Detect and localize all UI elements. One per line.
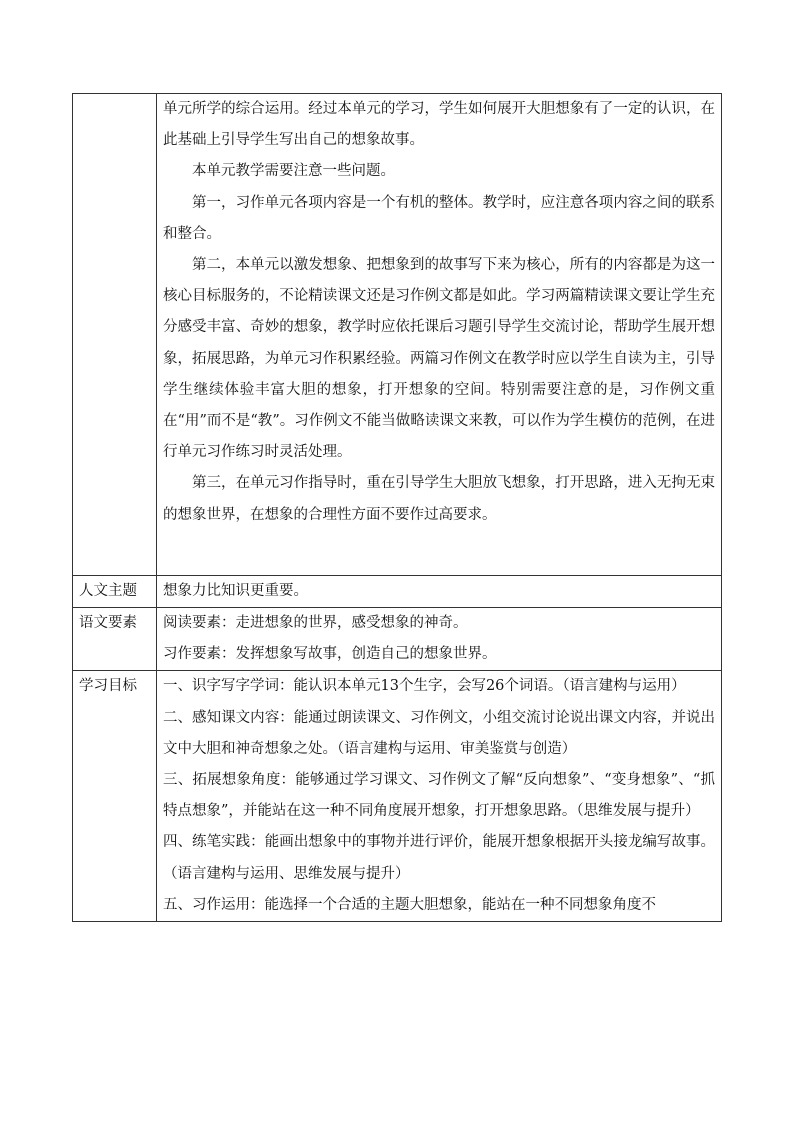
goal-item-2: 二、感知课文内容：能通过朗读课文、习作例文，小组交流讨论说出课文内容，并说出文中大胆和神奇想象之处。（语言建构与运用、审美鉴赏与创造） bbox=[163, 709, 715, 757]
intro-paragraph-1: 单元所学的综合运用。经过本单元的学习，学生如何展开大胆想象有了一定的认识，在此基础上引导学生写出自己的想象故事。 bbox=[163, 101, 715, 149]
table-row-goals bbox=[73, 671, 722, 922]
row-label-elements: 语文要素 bbox=[73, 608, 157, 671]
elements-content bbox=[157, 608, 722, 671]
intro-paragraph-2: 本单元教学需要注意一些问题。 bbox=[192, 163, 395, 180]
goals-content bbox=[157, 671, 722, 922]
theme-text: 想象力比知识更重要。 bbox=[163, 582, 308, 599]
lesson-plan-table bbox=[72, 93, 722, 922]
writing-element: 习作要素：发挥想象写故事，创造自己的想象世界。 bbox=[163, 646, 497, 663]
table-row-intro bbox=[73, 94, 722, 576]
intro-paragraph-4: 第二，本单元以激发想象、把想象到的故事写下来为核心，所有的内容都是为这一核心目标服务的，不论精读课文还是习作例文都是如此。学习两篇精读课文要让学生充分感受丰富、奇妙的想象，教学时应依托课后习题引导学生交流讨论，帮助学生展开想象，拓展思路，为单元习作积累经验。两篇习作例文在教学时应以学生自读为主，引导学生继续体验丰富大胆的想象，打开想象的空间。特别需要注意的是，习作例文重在“用”而不是“教”。习作例文不能当做略读课文来教，可以作为学生模仿的范例，在进行单元习作练习时灵活处理。 bbox=[163, 257, 715, 461]
row-label-goals: 学习目标 bbox=[73, 671, 157, 922]
intro-paragraph-3: 第一，习作单元各项内容是一个有机的整体。教学时，应注意各项内容之间的联系和整合。 bbox=[163, 194, 715, 242]
blank-space bbox=[163, 531, 715, 575]
row-label-theme: 人文主题 bbox=[73, 575, 157, 607]
row-label-empty bbox=[73, 94, 157, 576]
reading-element: 阅读要素：走进想象的世界，感受想象的神奇。 bbox=[163, 615, 468, 632]
intro-paragraph-5: 第三，在单元习作指导时，重在引导学生大胆放飞想象，打开思路，进入无拘无束的想象世界，在想象的合理性方面不要作过高要求。 bbox=[163, 475, 715, 523]
theme-content bbox=[157, 575, 722, 607]
table-row-theme bbox=[73, 575, 722, 607]
table-row-elements bbox=[73, 608, 722, 671]
goal-item-1: 一、识字写字学词：能认识本单元13个生字，会写26个词语。（语言建构与运用） bbox=[163, 678, 686, 695]
intro-content bbox=[157, 94, 722, 576]
goal-item-4: 四、练笔实践：能画出想象中的事物并进行评价，能展开想象根据开头接龙编写故事。（语言建构与运用、思维发展与提升） bbox=[163, 834, 715, 882]
goal-item-5: 五、习作运用：能选择一个合适的主题大胆想象，能站在一种不同想象角度不 bbox=[163, 896, 656, 913]
goal-item-3: 三、拓展想象角度：能够通过学习课文、习作例文了解“反向想象”、“变身想象”、“抓特点想象”，并能站在这一种不同角度展开想象，打开想象思路。（思维发展与提升） bbox=[163, 772, 715, 820]
